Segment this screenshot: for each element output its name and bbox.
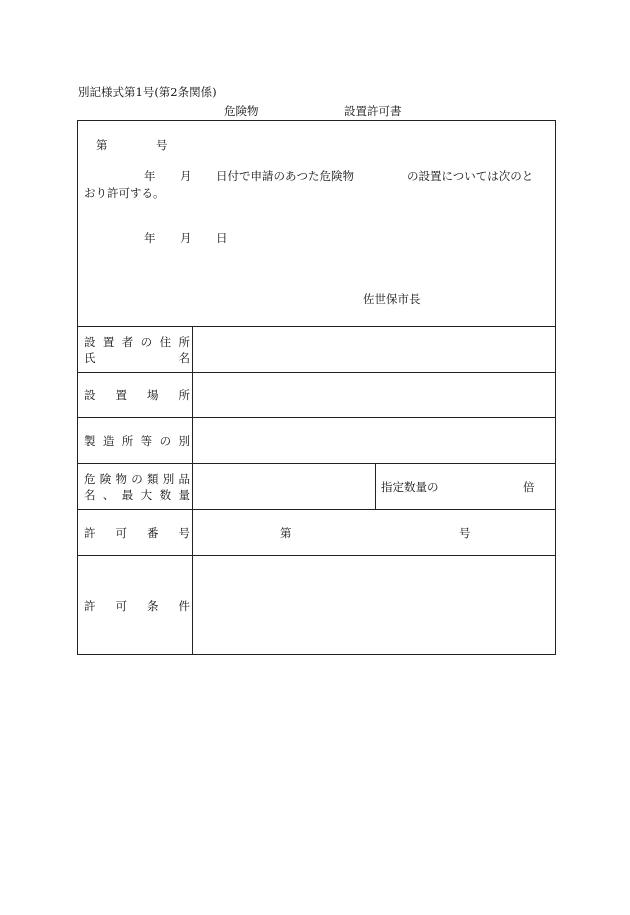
header-number-dai: 第 <box>96 138 108 152</box>
hazmat-label-line1: 危 険 物 の 類 別 品 <box>84 472 190 486</box>
location-label: 設 置 場 所 <box>84 388 190 402</box>
permit-form-table <box>77 120 556 655</box>
issue-day: 日 <box>216 231 228 245</box>
application-month: 月 <box>180 169 192 183</box>
permit-number-label: 許 可 番 号 <box>84 526 190 540</box>
divider <box>78 417 555 418</box>
divider <box>78 463 555 464</box>
signer-name: 佐世保市長 <box>363 292 421 306</box>
installer-label-line2: 氏 名 <box>84 351 190 365</box>
issue-month: 月 <box>180 231 192 245</box>
application-text-b: の設置については次のと <box>407 169 534 183</box>
column-divider <box>192 326 193 655</box>
divider <box>78 555 555 556</box>
document-title-left: 危険物 <box>224 104 259 118</box>
issue-year: 年 <box>144 231 156 245</box>
divider <box>78 509 555 510</box>
divider <box>78 326 555 327</box>
application-text-a: 日付で申請のあつた危険物 <box>216 169 354 183</box>
document-title-right: 設置許可書 <box>344 104 402 118</box>
header-number-go: 号 <box>156 138 168 152</box>
facility-type-label: 製 造 所 等 の 別 <box>84 434 190 448</box>
specified-quantity-multiple-label: 指定数量の <box>381 480 439 494</box>
column-divider <box>375 463 376 509</box>
application-text-line2: おり許可する。 <box>84 186 165 200</box>
application-year: 年 <box>144 169 156 183</box>
specified-quantity-multiple-unit: 倍 <box>523 480 535 494</box>
installer-label-line1: 設 置 者 の 住 所 <box>84 335 190 349</box>
hazmat-label-line2: 名 、 最 大 数 量 <box>84 488 190 502</box>
permit-number-dai: 第 <box>280 526 292 540</box>
divider <box>78 372 555 373</box>
permit-conditions-label: 許 可 条 件 <box>84 599 190 613</box>
form-label: 別記様式第1号(第2条関係) <box>78 85 217 99</box>
permit-number-go: 号 <box>459 526 471 540</box>
